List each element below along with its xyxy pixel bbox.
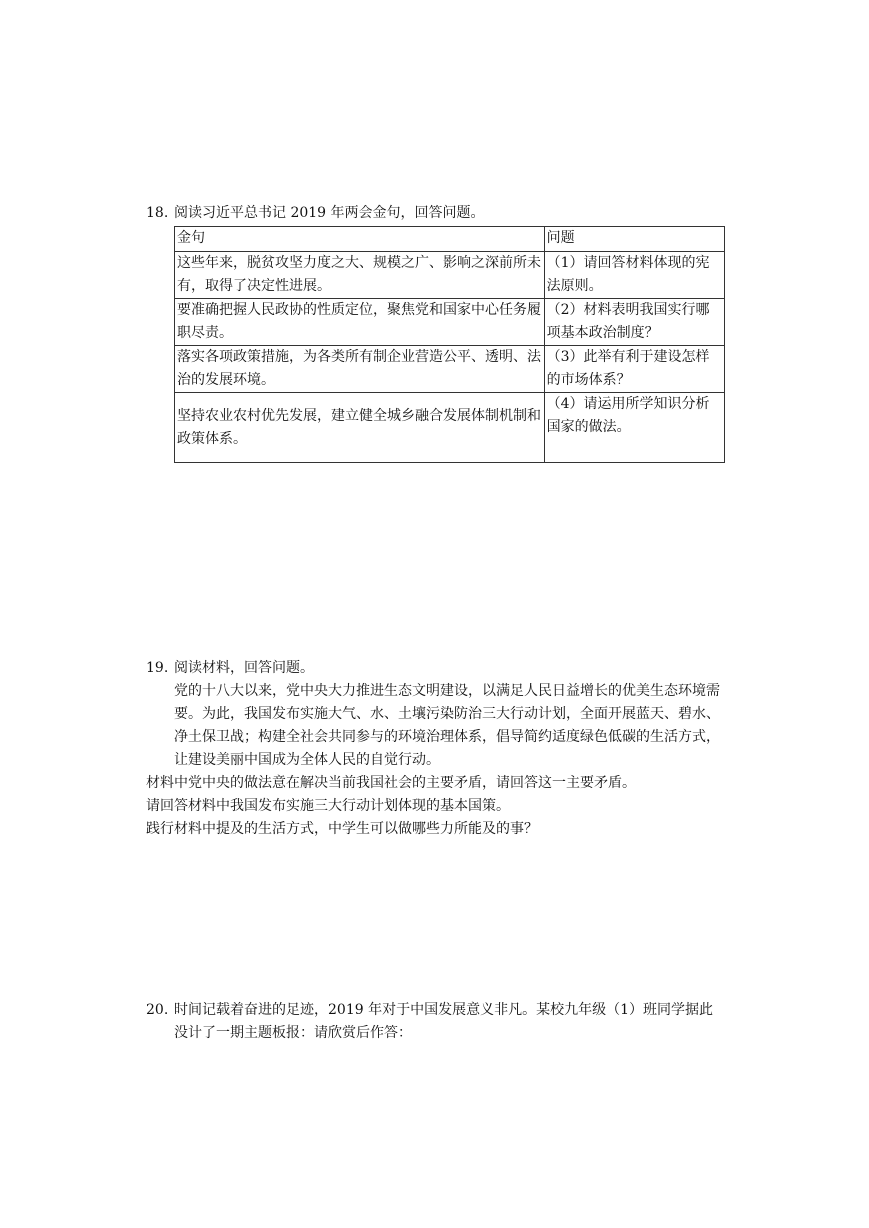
table-header-cell: 问题: [544, 227, 724, 252]
table-header-cell: 金句: [175, 227, 545, 252]
table-row: [175, 299, 725, 346]
question-prompt: 时间记载着奋进的足迹，2019 年对于中国发展意义非凡。某校九年级（1）班同学据此没计了一期主题板报：请欣赏后作答：: [174, 1002, 713, 1041]
table-cell: 坚持农业农村优先发展，建立健全城乡融合发展体制机制和政策体系。: [175, 393, 545, 463]
table-cell: （4）请运用所学知识分析国家的做法。: [544, 393, 724, 463]
sub-question: 请回答材料中我国发布实施三大行动计划体现的基本国策。: [146, 798, 510, 814]
table-cell: 落实各项政策措施，为各类所有制企业营造公平、透明、法治的发展环境。: [175, 346, 545, 393]
table-cell: 这些年来，脱贫攻坚力度之大、规模之广、影响之深前所未有，取得了决定性进展。: [175, 252, 545, 299]
question-19: [146, 657, 726, 841]
table-row: [175, 393, 725, 463]
table-cell: （1）请回答材料体现的宪法原则。: [544, 252, 724, 299]
table-row: [175, 346, 725, 393]
question-number: 19.: [146, 660, 169, 676]
quote-table: [174, 226, 725, 463]
sub-question: 材料中党中央的做法意在解决当前我国社会的主要矛盾，请回答这一主要矛盾。: [146, 775, 636, 791]
table-cell: （2）材料表明我国实行哪项基本政治制度？: [544, 299, 724, 346]
material-paragraph: 党的十八大以来，党中央大力推进生态文明建设，以满足人民日益增长的优美生态环境需要。为此，我国发布实施大气、水、土壤污染防治三大行动计划，全面开展蓝天、碧水、净土保卫战；构建全社会共同参与的环境治理体系，倡导简约适度绿色低碳的生活方式，让建设美丽中国成为全体人民的自觉行动。: [174, 683, 720, 768]
question-prompt: 阅读材料，回答问题。: [174, 660, 314, 676]
sub-question: 践行材料中提及的生活方式，中学生可以做哪些力所能及的事？: [146, 821, 538, 837]
question-prompt: 阅读习近平总书记 2019 年两会金句，回答问题。: [174, 205, 485, 221]
table-row: [175, 252, 725, 299]
question-number: 18.: [146, 205, 169, 221]
table-header-row: [175, 227, 725, 252]
question-20: [146, 999, 726, 1045]
question-number: 20.: [146, 1002, 169, 1018]
table-cell: （3）此举有利于建设怎样的市场体系？: [544, 346, 724, 393]
table-cell: 要准确把握人民政协的性质定位，聚焦党和国家中心任务履职尽责。: [175, 299, 545, 346]
question-18: [146, 202, 726, 225]
